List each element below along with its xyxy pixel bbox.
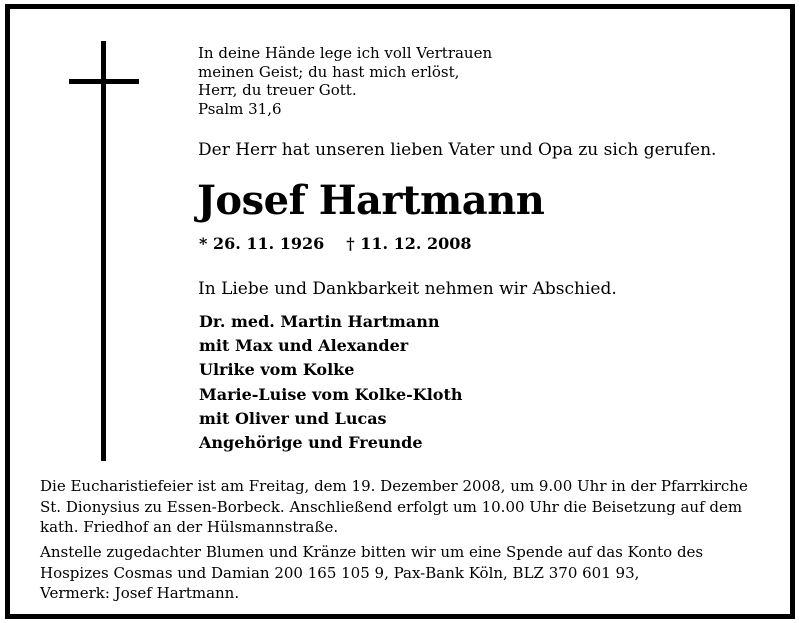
intro-text: Der Herr hat unseren lieben Vater und Opa zu sich gerufen. — [198, 140, 717, 160]
verse-line: Herr, du treuer Gott. — [198, 81, 357, 99]
bible-verse — [198, 44, 492, 118]
death-date: † 11. 12. 2008 — [346, 234, 472, 253]
verse-line: In deine Hände lege ich voll Vertrauen — [198, 44, 493, 62]
verse-line: meinen Geist; du hast mich erlöst, — [198, 62, 460, 81]
donation-line: Vermerk: Josef Hartmann. — [40, 584, 240, 602]
mourner-line: mit Oliver und Lucas — [199, 408, 387, 428]
mourners-list — [199, 310, 462, 455]
birth-date: * 26. 11. 1926 — [199, 234, 325, 253]
donation-line: Anstelle zugedachter Blumen und Kränze bitten wir um eine Spende auf das Konto des — [40, 543, 704, 561]
mourner-line: Dr. med. Martin Hartmann — [199, 312, 440, 331]
service-line: kath. Friedhof an der Hülsmannstraße. — [40, 518, 339, 536]
life-dates — [199, 234, 472, 253]
obituary-notice — [5, 4, 795, 619]
donation-announcement — [40, 542, 760, 604]
mourner-line: Ulrike vom Kolke — [199, 360, 355, 380]
donation-line: Hospizes Cosmas und Damian 200 165 105 9, Pax-Bank Köln, BLZ 370 601 93, — [40, 563, 640, 582]
cross-horizontal-bar — [69, 79, 139, 84]
service-line: Die Eucharistiefeier ist am Freitag, dem 19. Dezember 2008, um 9.00 Uhr in der Pfarrkirche — [40, 477, 748, 495]
mourner-line: Marie-Luise vom Kolke-Kloth — [199, 384, 463, 404]
mourner-line: mit Max und Alexander — [199, 336, 409, 356]
farewell-text: In Liebe und Dankbarkeit nehmen wir Abschied. — [198, 279, 617, 299]
cross-vertical-bar — [101, 41, 106, 461]
mourner-line: Angehörige und Freunde — [199, 433, 423, 453]
service-line: St. Dionysius zu Essen-Borbeck. Anschließend erfolgt um 10.00 Uhr die Beisetzung auf dem — [40, 497, 743, 516]
deceased-name: Josef Hartmann — [197, 177, 545, 224]
service-announcement — [40, 476, 760, 538]
verse-reference: Psalm 31,6 — [198, 99, 282, 118]
